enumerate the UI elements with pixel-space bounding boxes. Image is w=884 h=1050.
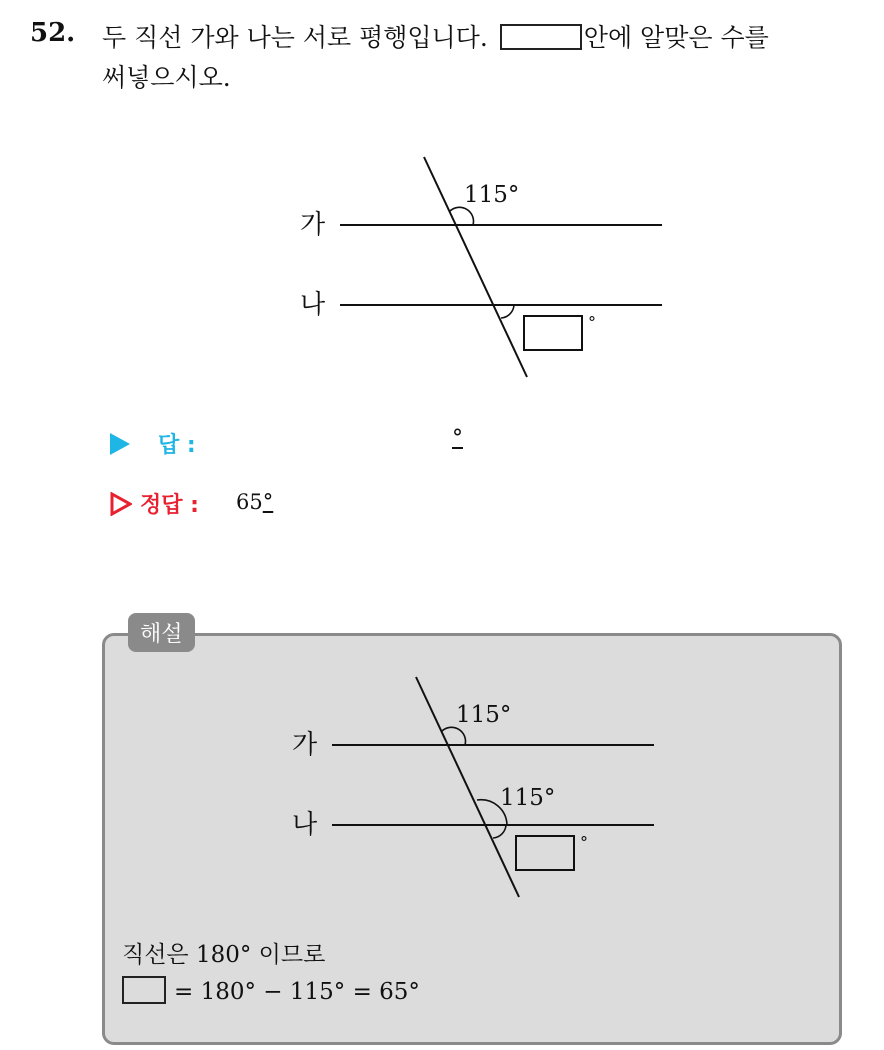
- label-ga: 가: [300, 210, 326, 240]
- exp-label-ga: 가: [292, 730, 318, 760]
- explanation-tag: 해설: [128, 613, 195, 652]
- explanation-text-2: [122, 976, 420, 1005]
- label-na: 나: [300, 290, 326, 320]
- correct-answer-value: 65°: [236, 490, 274, 514]
- parallel-lines-figure: [0, 0, 884, 420]
- exp-angle-label-bottom: 115°: [500, 785, 556, 811]
- angle-arc-bottom: [501, 305, 514, 318]
- exp-label-na: 나: [292, 810, 318, 840]
- answer-unit: °: [452, 426, 463, 451]
- angle-label-115: 115°: [464, 182, 520, 208]
- question-text-after: 안에 알맞은 수를: [583, 23, 769, 52]
- exp-angle-arc-bottom: [493, 825, 506, 838]
- correct-answer-label: 정답 :: [140, 493, 199, 518]
- answer-row: [110, 428, 196, 459]
- question-number: 52.: [30, 18, 76, 48]
- figure-blank-box: [524, 316, 582, 350]
- answer-triangle-icon: [110, 433, 130, 455]
- exp-angle-arc-top: [442, 727, 466, 745]
- angle-arc-top: [450, 207, 474, 225]
- exp-blank-box: [516, 836, 574, 870]
- figure-blank-degree: °: [588, 313, 596, 332]
- correct-answer-row: [110, 488, 199, 519]
- exp-blank-degree: °: [580, 833, 588, 852]
- explanation-figure: [0, 640, 884, 920]
- answer-label: 답 :: [158, 433, 196, 458]
- explanation-equation: = 180° − 115° = 65°: [174, 979, 420, 1005]
- question-text-line2: 써넣으시오.: [102, 63, 231, 92]
- question-text-before: 두 직선 가와 나는 서로 평행입니다.: [102, 23, 488, 52]
- correct-triangle-icon: [110, 492, 132, 516]
- exp-angle-label-top: 115°: [456, 702, 512, 728]
- explanation-text-1: 직선은 180° 이므로: [122, 942, 326, 968]
- explanation-blank-box: [122, 976, 166, 1004]
